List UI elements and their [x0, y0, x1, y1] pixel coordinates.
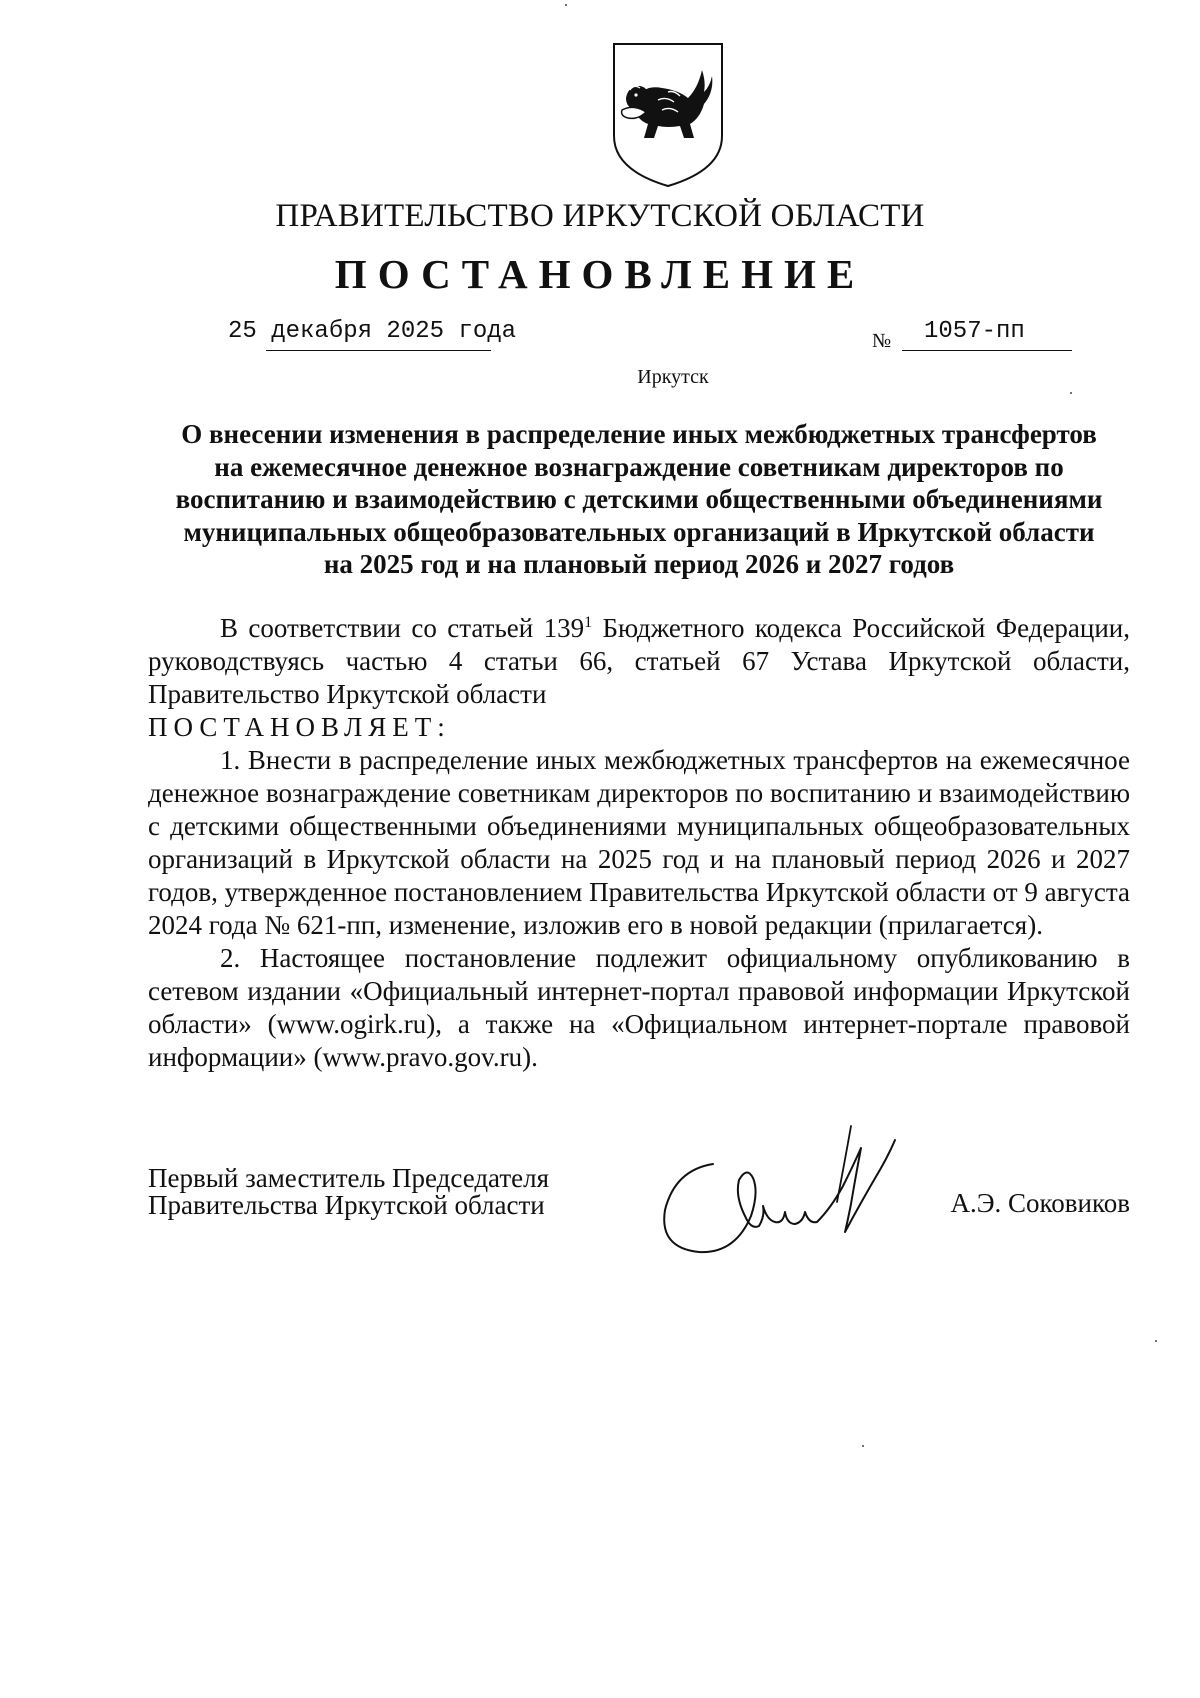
- subject-line: на 2025 год и на плановый период 2026 и 2027 годов: [323, 549, 955, 579]
- handwritten-signature: [655, 1120, 900, 1262]
- subject-line: воспитанию и взаимодействию с детскими общественными объединениями: [175, 484, 1103, 514]
- article-superscript: 1: [584, 614, 593, 631]
- subject-line: на ежемесячное денежное вознаграждение советникам директоров по: [214, 451, 1064, 482]
- document-subject: [148, 418, 1130, 581]
- signer-position-line: Правительства Иркутской области: [148, 1190, 545, 1220]
- preamble-text-continued: Бюджетного кодекса Российской Федерации, руководствуясь частью 4 статьи 66, статьей 67 Устава Иркутской области, Правительство Иркутской области: [148, 613, 1131, 709]
- date-text: 25 декабря 2025 года: [228, 318, 517, 345]
- scan-speck: [862, 1445, 864, 1447]
- scan-speck: [1155, 1340, 1157, 1342]
- government-title: ПРАВИТЕЛЬСТВО ИРКУТСКОЙ ОБЛАСТИ: [275, 198, 925, 234]
- number-sign: №: [872, 330, 892, 352]
- subject-line: О внесении изменения в распределение иных межбюджетных трансфертов: [181, 419, 1097, 449]
- preamble-text: В соответствии со статьей 139: [220, 613, 585, 643]
- document-type-heading: ПОСТАНОВЛЕНИЕ: [334, 251, 866, 297]
- item-2-paragraph: 2. Настоящее постановление подлежит официальному опубликованию в сетевом издании «Официальный интернет-портал правовой информации Иркутской области» (www.ogirk.ru), а также на «Официальном интернет-портале правовой информации» (www.pravo.gov.ru).: [148, 943, 1130, 1072]
- document-body: [148, 612, 1130, 1074]
- number-underline: [902, 350, 1072, 351]
- preamble-paragraph: [148, 612, 1130, 711]
- resolves-heading: ПОСТАНОВЛЯЕТ:: [148, 712, 451, 742]
- subject-line: муниципальных общеобразовательных организаций в Иркутской области: [183, 516, 1095, 547]
- city-name: Иркутск: [637, 366, 709, 388]
- scan-speck: [1070, 392, 1072, 394]
- date-underline: [266, 350, 491, 351]
- signer-position: [148, 1165, 549, 1219]
- coat-of-arms-emblem: [608, 40, 728, 190]
- scan-speck: [565, 4, 567, 6]
- item-1-paragraph: 1. Внести в распределение иных межбюджетных трансфертов на ежемесячное денежное вознаграждение советникам директоров по воспитанию и взаимодействию с детскими общественными объединениями муниципальных общеобразовательных организаций в Иркутской области на 2025 год и на плановый период 2026 и 2027 годов, утвержденное постановлением Правительства Иркутской области от 9 августа 2024 года № 621-пп, изменение, изложив его в новой редакции (прилагается).: [148, 745, 1130, 940]
- document-date: [228, 318, 516, 345]
- number-value: 1057-пп: [924, 318, 1025, 345]
- signer-name: А.Э. Соковиков: [950, 1188, 1130, 1218]
- signer-position-line: Первый заместитель Председателя: [148, 1163, 550, 1193]
